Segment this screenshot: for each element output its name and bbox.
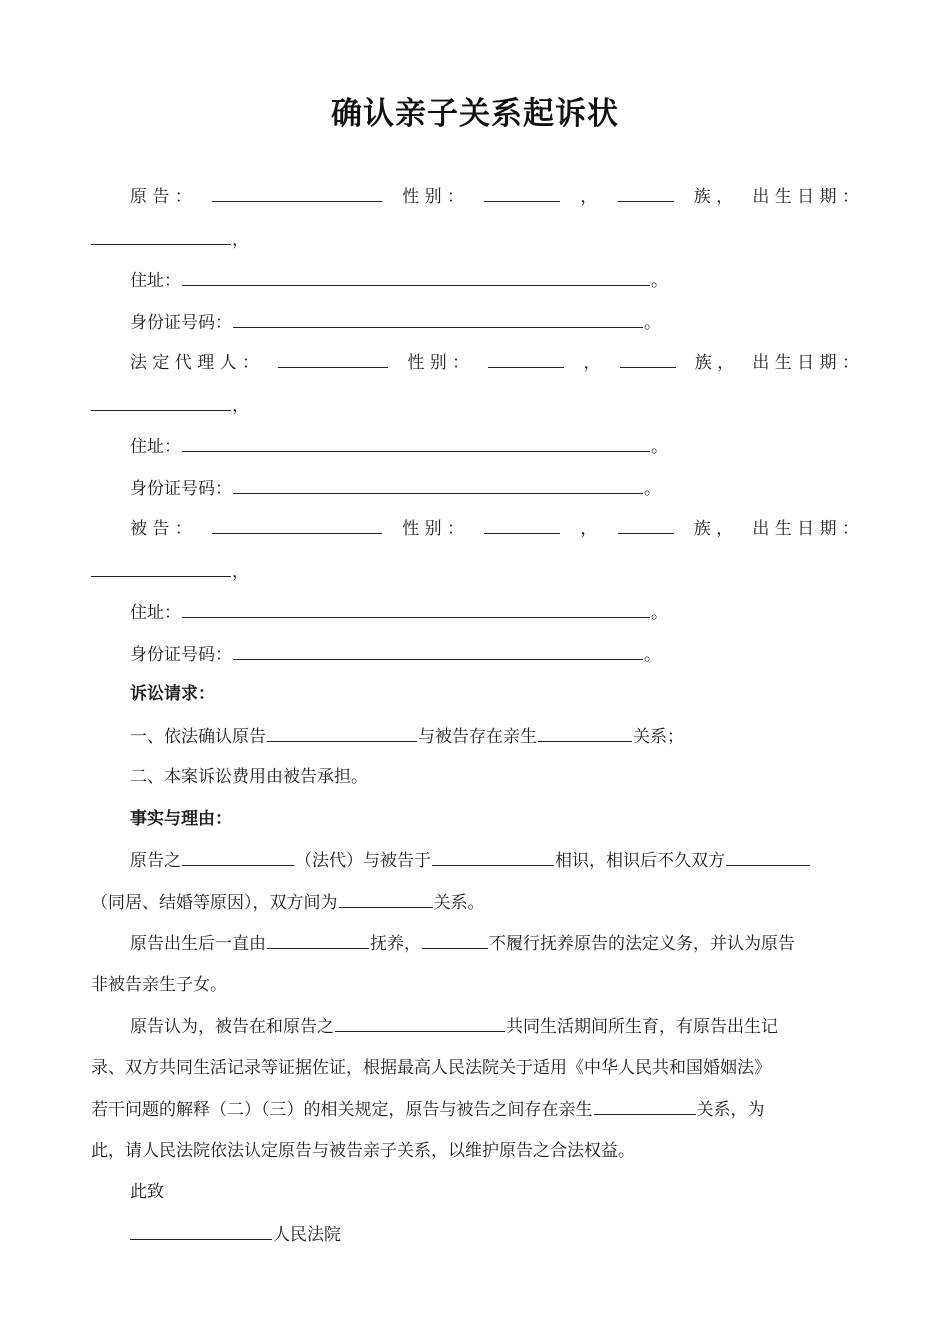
facts-heading: 事实与理由： [130,809,232,829]
plaintiff-birth-label: 出 生 日 期 ： [752,187,859,207]
facts-p3-b: 共同生活期间所生育，有原告出生记 [506,1017,778,1037]
closing-court-line [130,1222,859,1247]
defendant-birth-blank [91,559,231,577]
agent-line [130,350,859,375]
court-name-blank [130,1222,272,1240]
plaintiff-label: 原 告 ： [130,187,192,207]
defendant-birth-end: ， [232,562,249,582]
plaintiff-id-line [130,310,859,335]
claim-1-plaintiff-blank [267,724,417,742]
agent-address-period: 。 [651,437,668,457]
defendant-address-label: 住址： [130,603,181,623]
defendant-address-blank [182,600,650,618]
agent-id-period: 。 [644,479,661,499]
facts-p2-blank-2 [422,931,488,949]
defendant-address-period: 。 [651,603,668,623]
facts-p3-line4: 此，请人民法院依法认定原告与被告亲子关系，以维护原告之合法权益。 [91,1141,635,1161]
agent-address-line [130,434,859,459]
facts-p3-line1 [130,1014,859,1039]
defendant-gender-blank [484,516,560,534]
agent-name-blank [278,350,388,368]
defendant-line [130,516,859,541]
defendant-label: 被 告 ： [130,519,192,539]
defendant-gender-label: 性 别 ： [402,519,464,539]
defendant-id-line [130,642,859,667]
claim-1 [130,724,859,749]
claim-1-b: 与被告存在亲生 [418,727,537,747]
agent-label: 法 定 代 理 人 ： [130,353,260,373]
facts-p3-a: 原告认为，被告在和原告之 [130,1017,334,1037]
plaintiff-birth-line [91,227,859,252]
facts-p1-blank-3 [726,848,810,866]
facts-p3-line2: 录、双方共同生活记录等证据佐证，根据最高人民法院关于适用《中华人民共和国婚姻法》 [91,1058,771,1078]
plaintiff-address-label: 住址： [130,271,181,291]
facts-p1-a: 原告之 [130,851,181,871]
facts-p1-line1 [130,848,859,873]
document-title: 确认亲子关系起诉状 [331,96,619,132]
plaintiff-birth-end: ， [232,230,249,250]
plaintiff-gender-blank [484,184,560,202]
agent-ethnic-blank [620,350,676,368]
facts-p1-e: 关系。 [433,893,485,913]
plaintiff-name-blank [212,184,382,202]
facts-p3-d: 若干问题的解释（二）（三）的相关规定，原告与被告之间存在亲生 [91,1100,593,1120]
agent-address-label: 住址： [130,437,181,457]
defendant-address-line [130,600,859,625]
facts-p2-c: 不履行抚养原告的法定义务，并认为原告 [489,934,795,954]
plaintiff-comma: ， [580,187,598,207]
facts-p2-b: 抚养， [370,934,421,954]
plaintiff-address-blank [182,268,650,286]
facts-p2-a: 原告出生后一直由 [130,934,266,954]
facts-p1-c: 相识，相识后不久双方 [555,851,725,871]
defendant-id-blank [233,642,643,660]
facts-p2-blank-1 [267,931,369,949]
agent-birth-line [91,393,859,418]
facts-p1-d: （同居、结婚等原因），双方间为 [91,893,338,913]
plaintiff-line [130,184,859,209]
agent-birth-end: ， [232,396,249,416]
plaintiff-birth-blank [91,227,231,245]
plaintiff-ethnic-blank [618,184,674,202]
agent-birth-label: 出 生 日 期 ： [752,353,859,373]
defendant-birth-label: 出 生 日 期 ： [752,519,859,539]
facts-p2-line2: 非被告亲生子女。 [91,975,227,995]
defendant-ethnic-label: 族 ， [693,519,734,539]
plaintiff-id-label: 身份证号码： [130,313,232,333]
agent-id-label: 身份证号码： [130,479,232,499]
facts-p3-blank-1 [335,1014,505,1032]
facts-p1-blank-2 [432,848,554,866]
plaintiff-id-period: 。 [644,313,661,333]
agent-id-line [130,476,859,501]
agent-address-blank [182,434,650,452]
plaintiff-id-blank [233,310,643,328]
defendant-id-label: 身份证号码： [130,645,232,665]
agent-birth-blank [91,393,231,411]
facts-p2-line1 [130,931,859,956]
facts-p3-line3 [91,1097,859,1122]
claim-1-c: 关系； [633,727,684,747]
agent-comma: ， [583,353,601,373]
claim-2: 二、本案诉讼费用由被告承担。 [130,767,368,787]
plaintiff-address-period: 。 [651,271,668,291]
agent-id-blank [233,476,643,494]
facts-p1-blank-4 [339,890,433,908]
facts-p1-blank-1 [182,848,294,866]
plaintiff-gender-label: 性 别 ： [402,187,464,207]
agent-gender-label: 性 别 ： [407,353,470,373]
defendant-birth-line [91,559,859,584]
closing-court: 人民法院 [273,1225,341,1245]
facts-p3-e: 关系，为 [696,1100,765,1120]
plaintiff-address-line [130,268,859,293]
agent-gender-blank [488,350,564,368]
agent-ethnic-label: 族 ， [694,353,735,373]
facts-p1-b: （法代）与被告于 [295,851,431,871]
defendant-comma: ， [580,519,598,539]
plaintiff-ethnic-label: 族 ， [693,187,734,207]
closing-to: 此致 [130,1182,164,1202]
facts-p3-blank-2 [594,1097,696,1115]
defendant-name-blank [212,516,382,534]
claim-1-relation-blank [538,724,632,742]
claim-1-a: 一、依法确认原告 [130,727,266,747]
claims-heading: 诉讼请求： [130,684,215,704]
facts-p1-line2 [91,890,859,915]
defendant-id-period: 。 [644,645,661,665]
defendant-ethnic-blank [618,516,674,534]
